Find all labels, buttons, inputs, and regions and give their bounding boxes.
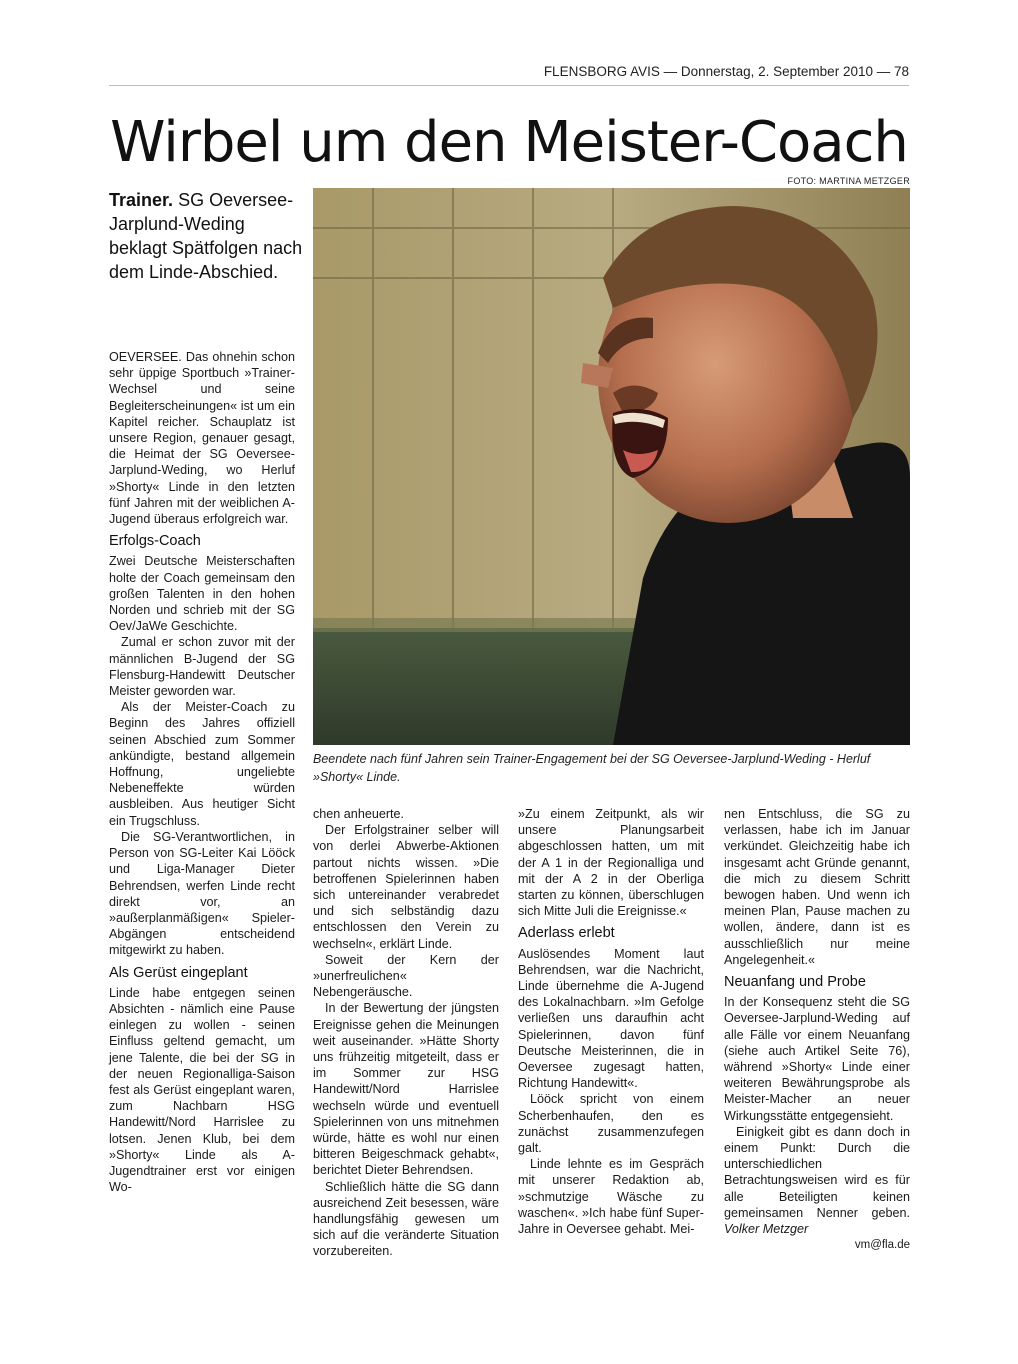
paragraph: In der Bewertung der jüngsten Ereignisse gehen die Meinungen weit auseinander. »Hätte Shorty uns frühzeitig mitgeteilt, dass er im Sommer zur HSG Handewitt/Nord Harrislee wechseln würde und eventuell Spielerinnen von uns mitnehmen würde, hätte es wohl nur einen bitteren Beigeschmack gehabt«, berichtet Dieter Behrendsen. (313, 1001, 499, 1178)
photo-caption: Beendete nach fünf Jahren sein Trainer-Engagement bei der SG Oeversee-Jarplund-Weding - Herluf »Shorty« Linde. (313, 752, 871, 784)
author-email: vm@fla.de (854, 1239, 910, 1252)
paragraph: Zumal er schon zuvor mit der männlichen B-Jugend der SG Flensburg-Handewitt Deutscher Meister geworden war. (109, 635, 295, 699)
paragraph: Als der Meister-Coach zu Beginn des Jahres offiziell seinen Abschied zum Sommer ankündigte, bestand allgemein Hoffnung, ungeliebte Nebeneffekte würden ausbleiben. Aus heutiger Sicht ein Trugschluss. (109, 700, 295, 828)
headline: Wirbel um den Meister-Coach (110, 110, 908, 175)
paragraph: Die SG-Verantwortlichen, in Person von SG-Leiter Kai Lööck und Liga-Manager Dieter Behrendsen, werfen Linde recht direkt vor, an »außerplanmäßigen« Spieler-Abgängen entscheidend mitgewirkt zu haben. (109, 829, 295, 958)
paragraph: Linde lehnte es im Gespräch mit unserer Redaktion ab, »schmutzige Wäsche zu waschen«. »Ich habe fünf Super-Jahre in Oeversee gehabt. Mei- (518, 1157, 704, 1237)
paragraph: Schließlich hätte die SG dann ausreichend Zeit besessen, wäre handlungsfähig gewesen um sich auf die veränderte Situation vorzubereiten. (313, 1179, 499, 1259)
subheading: Als Gerüst eingeplant (109, 964, 248, 981)
paragraph: In der Konsequenz steht die SG Oeversee-Jarplund-Weding auf alle Fälle vor einem Neuanfang (siehe auch Artikel Seite 76), während »Shorty« Linde einer weiteren Bewährungsprobe als Meister-Macher an neuer Wirkungsstätte entgegensieht. (724, 995, 910, 1123)
paragraph: Der Erfolgstrainer selber will von derlei Abwerbe-Aktionen partout nichts wissen. »Die betroffenen Spielerinnen haben sich untereinander verabredet und sich selbständig dazu entschlossen den Verein zu wechseln«, erklärt Linde. (313, 823, 499, 951)
article-photo (313, 188, 910, 745)
paragraph: OEVERSEE. Das ohnehin schon sehr üppige Sportbuch »Trainer-Wechsel und seine Begleiterscheinungen« ist um ein Kapitel reicher. Schauplatz ist unsere Region, genauer gesagt, die Heimat der SG Oeversee-Jarplund-Weding, wo Herluf »Shorty« Linde in den letzten fünf Jahren mit der weiblichen A-Jugend überaus erfolgreich war. (109, 350, 295, 527)
subheading: Aderlass erlebt (518, 925, 615, 942)
coach-photo-illustration (313, 188, 910, 745)
closing-text: Einigkeit gibt es dann doch in einem Punkt: Durch die unterschiedlichen Betrachtungsweisen wird es für alle Beteiligten keinen gemeinsamen Nenner geben. (724, 1124, 910, 1220)
paragraph (724, 1124, 910, 1237)
header-rule (109, 85, 909, 86)
kicker-lead: Trainer. (109, 190, 174, 210)
paragraph: Linde habe entgegen seinen Absichten - nämlich eine Pause einlegen zu wollen - seinen Einfluss geltend gemacht, um jene Talente, die bei der SG in der neuen Regionalliga-Saison fest als Gerüst eingeplant waren, zum Nachbarn HSG Handewitt/Nord Harrislee zu lotsen. Jenen Klub, bei dem »Shorty« Linde als A-Jugendtrainer erst vor einigen Wo- (109, 985, 295, 1195)
article-column-2 (313, 806, 499, 1260)
paragraph: Lööck spricht von einem Scherbenhaufen, den es zunächst zusammenzufegen galt. (518, 1092, 704, 1156)
paragraph: Soweit der Kern der »unerfreulichen« Nebengeräusche. (313, 952, 499, 1000)
article-column-4 (724, 806, 910, 1253)
article-column-1 (109, 349, 295, 1195)
author-byline: Volker Metzger (724, 1222, 809, 1237)
photo-credit: FOTO: MARTINA METZGER (787, 176, 910, 186)
paragraph: Auslösendes Moment laut Behrendsen, war die Nachricht, Linde übernehme die A-Jugend des Lokalnachbarn. »Im Gefolge verließen uns daraufhin acht Spielerinnen, davon fünf Deutsche Meisterinnen, die in Oeversee zugesagt hatten, Richtung Handewitt«. (518, 946, 704, 1091)
paragraph: nen Entschluss, die SG zu verlassen, habe ich im Januar verkündet. Gleichzeitig habe ich insgesamt acht Gründe genannt, die mich zu diesem Schritt bewogen haben. Und wenn ich meinen Plan, Pause machen zu wollen, ändere, dann ist es ausschließlich nur meine Angelegenheit.« (724, 807, 910, 967)
subheading: Erfolgs-Coach (109, 533, 201, 550)
paragraph: chen anheuerte. (313, 807, 405, 821)
kicker (109, 188, 304, 284)
article-column-3 (518, 806, 704, 1237)
subheading: Neuanfang und Probe (724, 974, 866, 991)
kicker-text: SG Oeversee-Jarplund-Weding beklagt Spätfolgen nach dem Linde-Abschied. (109, 190, 303, 282)
paragraph: »Zu einem Zeitpunkt, als wir unsere Planungsarbeit abgeschlossen hatten, um mit der A 1 in der Regionalliga und mit der A 2 in der Oberliga starten zu können, überschlugen sich Mitte Juli die Ereignisse.« (518, 807, 704, 919)
masthead: FLENSBORG AVIS — Donnerstag, 2. September 2010 — 78 (543, 64, 909, 79)
paragraph: Zwei Deutsche Meisterschaften holte der Coach gemeinsam den großen Talenten in den hohen Norden und schrieb mit der SG Oev/JaWe Geschichte. (109, 554, 295, 634)
